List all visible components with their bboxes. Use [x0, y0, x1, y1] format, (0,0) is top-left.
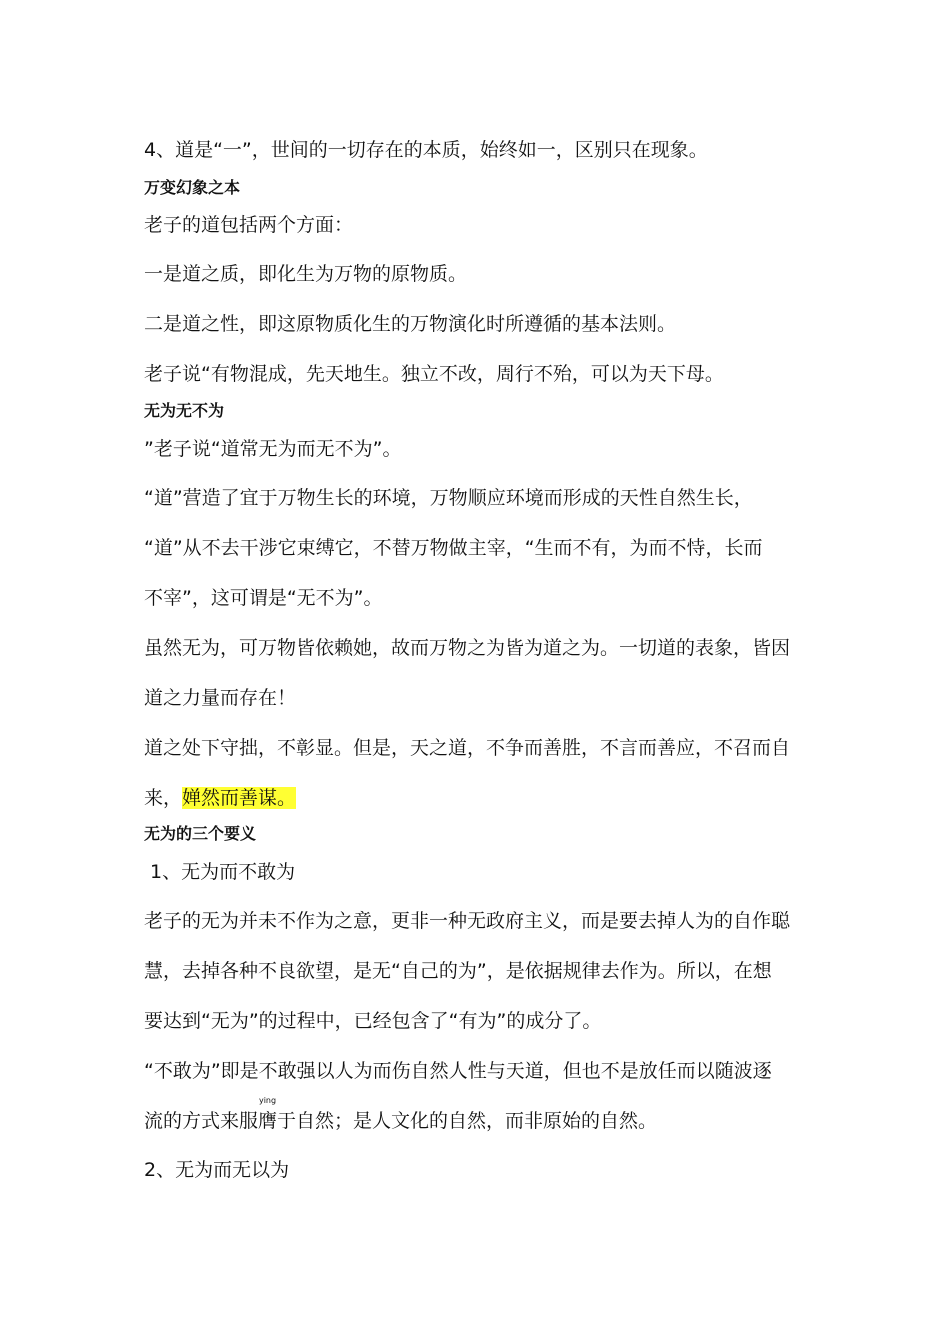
- paragraph: 老子的无为并未不作为之意，更非一种无政府主义，而是要去掉人为的自作聪: [144, 910, 791, 932]
- paragraph: [144, 786, 296, 810]
- paragraph-text: 来，: [144, 787, 183, 809]
- paragraph: “不敢为”即是不敢强以人为而伤自然人性与天道，但也不是放任而以随波逐: [144, 1060, 772, 1082]
- highlighted-text: 婵然而善谋。: [182, 787, 297, 809]
- paragraph: “道”营造了宜于万物生长的环境，万物顺应环境而形成的天性自然生长，: [144, 487, 753, 509]
- annotated-char: 膺: [258, 1110, 278, 1132]
- paragraph: 要达到“无为”的过程中，已经包含了“有为”的成分了。: [144, 1010, 602, 1032]
- paragraph: 虽然无为，可万物皆依赖她，故而万物之为皆为道之为。一切道的表象，皆因: [144, 637, 791, 659]
- section-heading: 无为无不为: [144, 401, 225, 420]
- pinyin-annotation: ying: [258, 1096, 277, 1105]
- paragraph: “道”从不去干涉它束缚它，不替万物做主宰，“生而不有，为而不恃，长而: [144, 537, 763, 559]
- paragraph: 4、道是“一”，世间的一切存在的本质，始终如一，区别只在现象。: [144, 139, 708, 161]
- paragraph: 慧，去掉各种不良欲望，是无“自己的为”，是依据规律去作为。所以，在想: [144, 960, 772, 982]
- paragraph: 一是道之质，即化生为万物的原物质。: [144, 263, 468, 285]
- paragraph: 老子的道包括两个方面：: [144, 214, 354, 236]
- paragraph-text: 流的方式来服: [144, 1110, 259, 1132]
- paragraph-text: 于自然；是人文化的自然，而非原始的自然。: [277, 1110, 658, 1132]
- paragraph: 二是道之性，即这原物质化生的万物演化时所遵循的基本法则。: [144, 313, 677, 335]
- ruby-annotated-char: [258, 1096, 278, 1133]
- paragraph: 道之处下守拙，不彰显。但是，天之道，不争而善胜，不言而善应，不召而自: [144, 737, 791, 759]
- paragraph: 道之力量而存在！: [144, 687, 297, 709]
- section-heading: 无为的三个要义: [144, 824, 257, 843]
- list-item-heading: 1、无为而不敢为: [150, 861, 296, 883]
- section-heading: 万变幻象之本: [144, 178, 241, 197]
- paragraph: [144, 1096, 658, 1133]
- list-item-heading: 2、无为而无以为: [144, 1159, 290, 1181]
- paragraph: ”老子说“道常无为而无不为”。: [144, 438, 402, 460]
- paragraph: 不宰”，这可谓是“无不为”。: [144, 587, 383, 609]
- paragraph: 老子说“有物混成，先天地生。独立不改，周行不殆，可以为天下母。: [144, 363, 724, 385]
